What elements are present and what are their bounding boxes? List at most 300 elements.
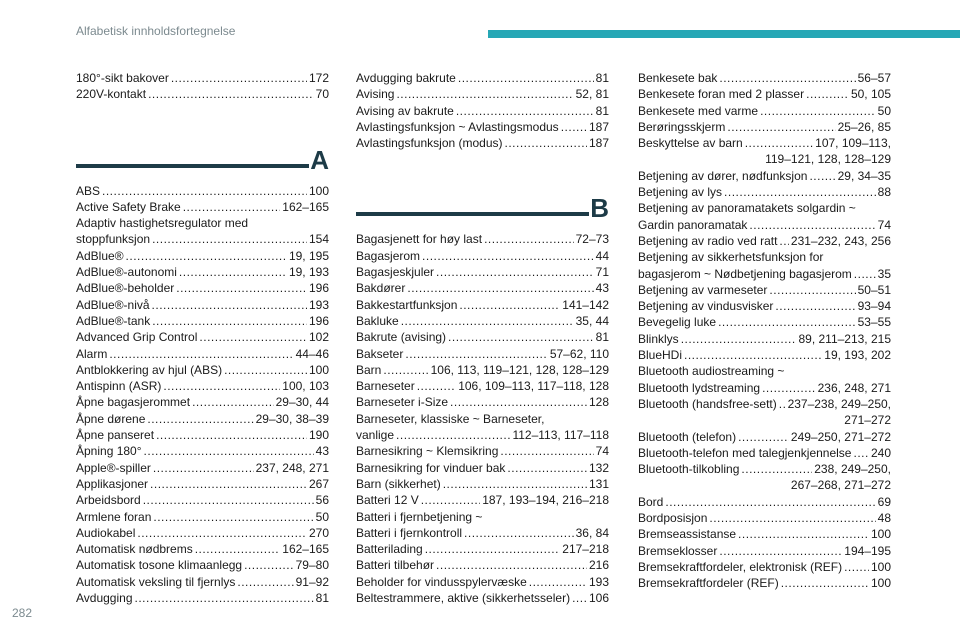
dot-leader xyxy=(153,460,254,476)
index-entry-pages: 19, 193 xyxy=(288,265,329,280)
index-entry xyxy=(638,510,891,526)
index-entry-term: Betjening av radio ved ratt xyxy=(638,233,778,248)
index-entry-pages: 43 xyxy=(315,444,329,459)
index-entry xyxy=(356,411,609,444)
index-entry-term: Bagasjeskjuler xyxy=(356,265,435,280)
index-entry-term: Automatisk tosone klimaanlegg xyxy=(76,558,243,573)
index-entry xyxy=(356,460,609,476)
index-entry-pages: 91–92 xyxy=(295,574,329,589)
index-entry-term: Adaptiv hastighetsregulator med xyxy=(76,216,249,231)
index-entry xyxy=(356,574,609,590)
dot-leader xyxy=(422,248,594,264)
dot-leader xyxy=(484,231,574,247)
index-entry-pages: 106 xyxy=(588,591,609,606)
index-entry-term: Åpning 180° xyxy=(76,444,142,459)
index-entry-term: Batteri tilbehør xyxy=(356,558,435,573)
section-divider xyxy=(76,164,309,168)
dot-leader xyxy=(809,168,835,184)
index-entry-pages: 29–30, 44 xyxy=(275,395,329,410)
index-entry-term: Bremseassistanse xyxy=(638,527,737,542)
index-entry-term: Benkesete med varme xyxy=(638,103,759,118)
index-entry xyxy=(638,559,891,575)
index-entry xyxy=(356,557,609,573)
dot-leader xyxy=(176,280,307,296)
index-entry-pages: 141–142 xyxy=(562,297,609,312)
index-entry-pages: 48 xyxy=(877,511,891,526)
index-entry-pages: 79–80 xyxy=(295,558,329,573)
index-entry-term: 180°-sikt bakover xyxy=(76,71,169,85)
index-entry xyxy=(356,103,609,119)
dot-leader xyxy=(156,427,307,443)
index-entry-pages: 196 xyxy=(308,281,329,296)
index-entry-term: Bluetooth-tilkobling xyxy=(638,462,740,477)
index-entry-pages: 36, 84 xyxy=(575,525,609,540)
index-entry-term: AdBlue®-beholder xyxy=(76,281,175,296)
index-entry xyxy=(76,574,329,590)
index-entry-pages: 100, 103 xyxy=(282,379,329,394)
index-entry-pages: 196 xyxy=(308,313,329,328)
index-entry xyxy=(76,492,329,508)
index-entry-term: Bluetooth lydstreaming xyxy=(638,380,761,395)
index-entry-term: Betjening av vindusvisker xyxy=(638,299,774,314)
index-entry-term: Bluetooth audiostreaming ~ xyxy=(638,364,785,379)
index-entry xyxy=(76,183,329,199)
index-entry-term: Alarm xyxy=(76,346,108,361)
index-entry-pages: 88 xyxy=(877,185,891,200)
index-entry-term: Blinklys xyxy=(638,331,679,346)
dot-leader xyxy=(500,443,593,459)
index-entry-term: Avising av bakrute xyxy=(356,103,454,118)
index-entry xyxy=(76,476,329,492)
index-entry-term: Advanced Grip Control xyxy=(76,330,198,345)
index-entry-term: Betjening av dører, nødfunksjon xyxy=(638,168,808,183)
index-entry-pages: 93–94 xyxy=(857,299,891,314)
dot-leader xyxy=(448,329,594,345)
index-entry xyxy=(356,590,609,606)
index-entry-term: AdBlue®-autonomi xyxy=(76,265,177,280)
dot-leader xyxy=(762,380,816,396)
index-entry-pages: 107, 109–113, xyxy=(815,136,891,151)
dot-leader xyxy=(171,70,307,86)
index-entry-pages: 44–46 xyxy=(295,346,329,361)
index-entry-term: Berøringsskjerm xyxy=(638,119,726,134)
index-entry-pages: 53–55 xyxy=(857,315,891,330)
index-entry xyxy=(356,248,609,264)
index-entry-pages: 19, 193, 202 xyxy=(824,348,891,363)
index-entry-term: Åpne panseret xyxy=(76,428,155,443)
index-entry xyxy=(356,86,609,102)
index-entry-pages: 237, 248, 271 xyxy=(255,460,329,475)
index-entry-term: BlueHDi xyxy=(638,348,683,363)
index-entry xyxy=(356,119,609,135)
index-entry-term: Bordposisjon xyxy=(638,511,708,526)
dot-leader xyxy=(150,476,307,492)
index-entry-term: Antispinn (ASR) xyxy=(76,379,162,394)
index-entry xyxy=(638,135,891,168)
index-entry-pages: 50–51 xyxy=(857,282,891,297)
index-entry xyxy=(356,231,609,247)
index-entry xyxy=(76,525,329,541)
dot-leader xyxy=(126,248,287,264)
index-entry xyxy=(638,200,891,233)
index-entry xyxy=(356,492,609,508)
index-entry-term: Bakdører xyxy=(356,281,406,296)
index-entry xyxy=(356,378,609,394)
index-entry-pages: 217–218 xyxy=(562,542,609,557)
index-entry-pages: 193 xyxy=(588,574,609,589)
index-entry-pages: 100 xyxy=(870,559,891,574)
index-entry-term: Audiokabel xyxy=(76,525,136,540)
index-entry-pages: 154 xyxy=(308,232,329,247)
index-entry-term: Avdugging bakrute xyxy=(356,71,456,85)
index-entry xyxy=(638,331,891,347)
index-entry-term: Armlene foran xyxy=(76,509,152,524)
index-entry-term: ABS xyxy=(76,183,101,198)
index-entry xyxy=(356,264,609,280)
index-entry-pages: 162–165 xyxy=(282,542,329,557)
dot-leader xyxy=(417,378,456,394)
index-entry-pages: 102 xyxy=(308,330,329,345)
index-entry xyxy=(76,378,329,394)
index-entry-pages: 132 xyxy=(588,460,609,475)
dot-leader xyxy=(719,543,842,559)
section-heading xyxy=(356,191,609,227)
index-entry xyxy=(356,362,609,378)
index-entry xyxy=(356,476,609,492)
dot-leader xyxy=(192,394,274,410)
index-entry-term: Apple®-spiller xyxy=(76,460,151,475)
dot-leader xyxy=(135,590,314,606)
index-entry xyxy=(76,411,329,427)
index-entry-term: Barn (sikkerhet) xyxy=(356,476,441,491)
dot-leader xyxy=(505,135,587,151)
index-entry-term: Active Safety Brake xyxy=(76,199,181,214)
dot-leader xyxy=(738,429,789,445)
index-entry-pages: 19, 195 xyxy=(288,248,329,263)
dot-leader xyxy=(745,135,813,151)
index-entry-term: Bremsekraftfordeler, elektronisk (REF) xyxy=(638,559,843,574)
dot-leader xyxy=(854,266,876,282)
index-entry-term: Betjening av sikkerhetsfunksjon for xyxy=(638,250,824,265)
index-entry xyxy=(638,298,891,314)
dot-leader xyxy=(709,510,875,526)
index-entry xyxy=(356,394,609,410)
index-entry-pages: 237–238, 249–250, xyxy=(787,396,891,411)
index-entry-term: Barneseter xyxy=(356,379,415,394)
dot-leader xyxy=(529,574,587,590)
index-entry-term: Antblokkering av hjul (ABS) xyxy=(76,362,223,377)
index-entry-pages: 35 xyxy=(877,266,891,281)
index-entry xyxy=(638,461,891,494)
index-entry-pages: 71 xyxy=(595,265,609,280)
dot-leader xyxy=(199,329,307,345)
index-entry-pages: 100 xyxy=(870,576,891,591)
index-entry-term: Batteri i fjernbetjening ~ xyxy=(356,509,483,524)
index-entry xyxy=(76,313,329,329)
index-entry-pages: 267 xyxy=(308,476,329,491)
dot-leader xyxy=(507,460,587,476)
index-entry-pages-continued: 271–272 xyxy=(844,413,891,428)
index-entry-term: Bluetooth (handsfree-sett) xyxy=(638,396,777,411)
index-entry xyxy=(356,297,609,313)
dot-leader xyxy=(760,103,876,119)
index-entry-pages: 190 xyxy=(308,428,329,443)
index-column-3 xyxy=(638,70,891,592)
dot-leader xyxy=(781,575,869,591)
dot-leader xyxy=(572,590,587,606)
index-entry-pages: 57–62, 110 xyxy=(549,346,609,361)
dot-leader xyxy=(681,331,797,347)
index-entry-pages: 89, 211–213, 215 xyxy=(798,331,891,346)
dot-leader xyxy=(436,557,587,573)
dot-leader xyxy=(665,494,875,510)
dot-leader xyxy=(407,280,593,296)
section-divider xyxy=(356,212,589,216)
dot-leader xyxy=(152,297,307,313)
index-entry xyxy=(76,362,329,378)
index-entry xyxy=(356,443,609,459)
dot-leader xyxy=(718,314,856,330)
index-entry-pages: 131 xyxy=(588,476,609,491)
dot-leader xyxy=(396,86,573,102)
index-entry-term: Åpne bagasjerommet xyxy=(76,395,191,410)
index-entry-pages: 50, 105 xyxy=(850,87,891,102)
index-entry-term: Betjening av lys xyxy=(638,185,723,200)
index-entry-pages: 187 xyxy=(588,119,609,134)
index-entry-term: Automatisk veksling til fjernlys xyxy=(76,574,236,589)
index-entry xyxy=(76,199,329,215)
index-entry-term: Bagasjenett for høy last xyxy=(356,232,483,247)
dot-leader xyxy=(719,70,855,86)
index-entry xyxy=(76,443,329,459)
index-entry-pages: 50 xyxy=(877,103,891,118)
index-entry-term: Applikasjoner xyxy=(76,476,149,491)
dot-leader xyxy=(749,217,875,233)
index-entry xyxy=(356,280,609,296)
dot-leader xyxy=(144,443,314,459)
index-entry-pages: 56–57 xyxy=(857,71,891,85)
index-entry-term: Arbeidsbord xyxy=(76,493,141,508)
index-entry-pages: 172 xyxy=(308,71,329,85)
dot-leader xyxy=(738,526,869,542)
dot-leader xyxy=(183,199,281,215)
dot-leader xyxy=(405,346,547,362)
index-entry xyxy=(356,329,609,345)
index-entry xyxy=(356,541,609,557)
index-entry xyxy=(638,543,891,559)
index-entry-pages: 29, 34–35 xyxy=(837,168,891,183)
index-entry-term: Betjening av panoramatakets solgardin ~ xyxy=(638,201,856,216)
index-entry-pages: 128 xyxy=(588,395,609,410)
index-entry xyxy=(76,280,329,296)
index-entry-pages: 74 xyxy=(595,444,609,459)
index-entry xyxy=(356,70,609,86)
index-entry xyxy=(638,526,891,542)
index-entry xyxy=(638,168,891,184)
dot-leader xyxy=(224,362,307,378)
index-entry-pages: 100 xyxy=(308,362,329,377)
index-entry xyxy=(638,429,891,445)
dot-leader xyxy=(163,378,280,394)
index-entry xyxy=(76,248,329,264)
index-entry-pages: 29–30, 38–39 xyxy=(255,411,329,426)
index-entry-term: Barneseter, klassiske ~ Barneseter, xyxy=(356,411,545,426)
index-entry-pages: 193 xyxy=(308,297,329,312)
dot-leader xyxy=(396,427,510,443)
index-entry xyxy=(76,297,329,313)
index-entry xyxy=(76,264,329,280)
index-entry xyxy=(76,509,329,525)
index-entry-term: Bord xyxy=(638,494,664,509)
index-entry-term: Bagasjerom xyxy=(356,248,421,263)
header-accent-bar xyxy=(488,30,960,38)
dot-leader xyxy=(237,574,293,590)
dot-leader xyxy=(137,525,307,541)
index-entry xyxy=(638,347,891,363)
index-entry-pages: 52, 81 xyxy=(575,87,609,102)
index-entry-term: Avlastingsfunksjon (modus) xyxy=(356,136,503,151)
index-entry xyxy=(638,445,891,461)
index-entry-pages: 270 xyxy=(308,525,329,540)
index-entry-term: AdBlue®-tank xyxy=(76,313,151,328)
index-entry xyxy=(638,494,891,510)
index-entry-term: Bakseter xyxy=(356,346,404,361)
index-entry xyxy=(638,184,891,200)
index-entry xyxy=(638,575,891,591)
dot-leader xyxy=(179,264,287,280)
index-entry-pages: 162–165 xyxy=(282,199,329,214)
dot-leader xyxy=(443,476,587,492)
index-entry xyxy=(638,396,891,429)
index-entry-term: vanlige xyxy=(356,428,395,443)
index-entry-pages: 194–195 xyxy=(844,543,891,558)
page-number: 282 xyxy=(12,606,33,620)
dot-leader xyxy=(727,119,835,135)
index-entry xyxy=(638,103,891,119)
index-entry-term: Avlastingsfunksjon ~ Avlastingsmodus xyxy=(356,119,559,134)
index-entry-term: Batterilading xyxy=(356,542,423,557)
index-entry-pages: 106, 109–113, 117–118, 128 xyxy=(458,379,609,394)
index-entry-term: stoppfunksjon xyxy=(76,232,151,247)
dot-leader xyxy=(401,313,574,329)
dot-leader xyxy=(195,541,281,557)
index-entry-pages: 69 xyxy=(877,494,891,509)
index-entry-pages: 44 xyxy=(595,248,609,263)
index-entry xyxy=(638,282,891,298)
index-entry-pages: 231–232, 243, 256 xyxy=(790,233,891,248)
index-entry xyxy=(638,70,891,86)
index-entry xyxy=(76,70,329,86)
dot-leader xyxy=(775,298,855,314)
dot-leader xyxy=(779,396,786,412)
dot-leader xyxy=(684,347,822,363)
index-entry-pages: 72–73 xyxy=(575,232,609,247)
index-entry xyxy=(76,346,329,362)
index-entry-pages: 100 xyxy=(870,527,891,542)
index-entry-term: Bluetooth-telefon med talegjenkjennelse xyxy=(638,445,852,460)
dot-leader xyxy=(464,525,574,541)
index-entry-term: Gardin panoramatak xyxy=(638,217,748,232)
index-entry-term: Beltestrammere, aktive (sikkerhetsseler) xyxy=(356,591,571,606)
index-entry-pages: 112–113, 117–118 xyxy=(512,428,609,443)
index-entry xyxy=(638,233,891,249)
dot-leader xyxy=(724,184,876,200)
index-entry-pages: 249–250, 271–272 xyxy=(790,429,891,444)
index-entry-term: Bakrute (avising) xyxy=(356,330,447,345)
index-entry xyxy=(638,363,891,396)
index-entry-pages: 81 xyxy=(595,330,609,345)
index-entry xyxy=(356,509,609,542)
index-entry-term: Batteri 12 V xyxy=(356,493,419,508)
dot-leader xyxy=(458,70,594,86)
index-entry-pages: 81 xyxy=(315,591,329,606)
dot-leader xyxy=(806,86,849,102)
index-entry xyxy=(76,329,329,345)
index-entry-pages: 56 xyxy=(315,493,329,508)
index-entry-term: Bluetooth (telefon) xyxy=(638,429,737,444)
index-entry-term: Barnesikring ~ Klemsikring xyxy=(356,444,499,459)
index-entry-pages: 240 xyxy=(870,445,891,460)
index-entry-term: Beskyttelse av barn xyxy=(638,136,743,151)
index-entry-term: Åpne dørene xyxy=(76,411,146,426)
index-entry-pages: 238, 249–250, xyxy=(814,462,891,477)
index-entry-term: Benkesete foran med 2 plasser xyxy=(638,87,805,102)
index-entry-pages: 187, 193–194, 216–218 xyxy=(482,493,609,508)
index-entry-term: Barneseter i-Size xyxy=(356,395,449,410)
section-letter: A xyxy=(310,144,329,175)
dot-leader xyxy=(147,411,253,427)
index-entry-pages: 81 xyxy=(595,71,609,85)
index-entry xyxy=(76,86,329,102)
index-column-1 xyxy=(76,70,329,606)
dot-leader xyxy=(853,445,868,461)
index-entry-term: Bremseklosser xyxy=(638,543,718,558)
section-heading xyxy=(76,143,329,179)
index-entry-pages: 187 xyxy=(588,136,609,151)
section-letter: B xyxy=(590,193,609,224)
index-entry-term: AdBlue® xyxy=(76,248,124,263)
index-entry xyxy=(638,249,891,282)
index-entry xyxy=(76,541,329,557)
dot-leader xyxy=(152,313,307,329)
index-entry-term: Batteri i fjernkontroll xyxy=(356,525,463,540)
index-entry-term: AdBlue®-nivå xyxy=(76,297,150,312)
dot-leader xyxy=(741,461,812,477)
dot-leader xyxy=(152,231,307,247)
index-entry-pages: 43 xyxy=(595,281,609,296)
dot-leader xyxy=(244,557,294,573)
index-entry-pages: 236, 248, 271 xyxy=(817,380,891,395)
index-entry-term: Bakkestartfunksjon xyxy=(356,297,458,312)
dot-leader xyxy=(102,183,307,199)
index-entry xyxy=(638,119,891,135)
dot-leader xyxy=(450,394,587,410)
index-entry-pages: 50 xyxy=(315,509,329,524)
index-entry xyxy=(76,590,329,606)
index-entry-term: Betjening av varmeseter xyxy=(638,282,768,297)
index-entry-term: Benkesete bak xyxy=(638,71,718,85)
index-entry xyxy=(356,313,609,329)
index-entry xyxy=(76,394,329,410)
dot-leader xyxy=(148,86,314,102)
index-entry-pages: 81 xyxy=(595,103,609,118)
index-entry-term: Beholder for vindusspylervæske xyxy=(356,574,527,589)
index-entry xyxy=(76,427,329,443)
index-entry xyxy=(356,135,609,151)
index-entry-pages: 35, 44 xyxy=(575,313,609,328)
dot-leader xyxy=(425,541,561,557)
dot-leader xyxy=(153,509,313,525)
